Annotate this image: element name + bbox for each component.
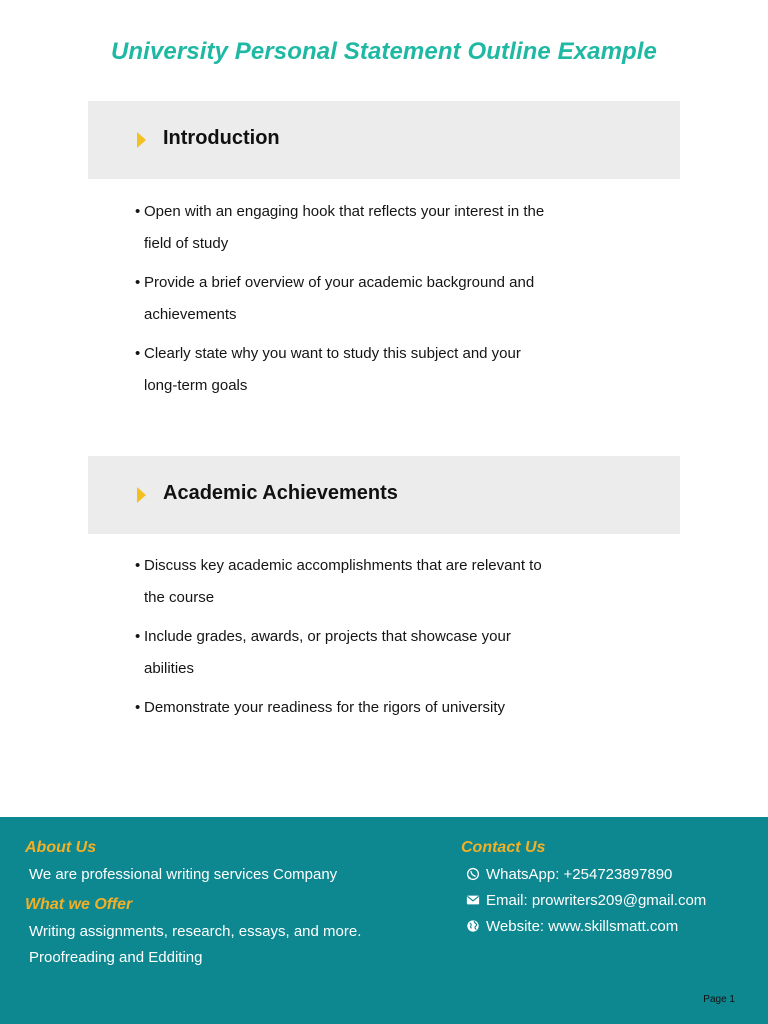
page-number: Page 1 <box>703 994 735 1005</box>
offer-text-line-2: Proofreading and Edditing <box>29 949 203 966</box>
section-header-academic-achievements <box>88 456 680 534</box>
footer <box>0 817 768 1024</box>
page-title: University Personal Statement Outline Example <box>110 38 657 65</box>
whatsapp-icon <box>466 867 480 881</box>
list-item <box>128 338 548 402</box>
email-contact[interactable] <box>466 892 706 909</box>
offer-text-line-1: Writing assignments, research, essays, and more. <box>29 923 362 940</box>
caret-right-icon <box>137 132 146 148</box>
list-item-text: Include grades, awards, or projects that showcase your abilities <box>144 628 511 677</box>
list-item <box>128 692 548 724</box>
list-item-text: Clearly state why you want to study this subject and your long-term goals <box>144 345 521 394</box>
about-us-text: We are professional writing services Company <box>29 866 338 883</box>
email-text: Email: prowriters209@gmail.com <box>486 892 707 909</box>
introduction-bullet-list <box>128 196 548 409</box>
website-text: Website: www.skillsmatt.com <box>486 918 679 935</box>
whatsapp-contact[interactable] <box>466 866 672 883</box>
section-heading: Introduction <box>163 127 280 149</box>
bullet-icon: • <box>135 274 141 291</box>
contact-us-heading: Contact Us <box>461 839 546 856</box>
envelope-icon <box>466 893 480 907</box>
caret-right-icon <box>137 487 146 503</box>
section-header-introduction <box>88 101 680 179</box>
globe-icon <box>466 919 480 933</box>
website-contact[interactable] <box>466 918 678 935</box>
what-we-offer-heading: What we Offer <box>25 896 133 913</box>
bullet-icon: • <box>135 345 141 362</box>
section-heading: Academic Achievements <box>163 482 398 504</box>
whatsapp-text: WhatsApp: +254723897890 <box>486 866 673 883</box>
list-item <box>128 550 548 614</box>
bullet-icon: • <box>135 203 141 220</box>
bullet-icon: • <box>135 699 141 716</box>
academic-achievements-bullet-list <box>128 550 548 731</box>
list-item-text: Open with an engaging hook that reflects your interest in the field of study <box>144 203 545 252</box>
list-item <box>128 196 548 260</box>
list-item <box>128 621 548 685</box>
list-item-text: Demonstrate your readiness for the rigors of university <box>144 699 505 716</box>
bullet-icon: • <box>135 628 141 645</box>
list-item <box>128 267 548 331</box>
list-item-text: Provide a brief overview of your academic background and achievements <box>144 274 535 323</box>
bullet-icon: • <box>135 557 141 574</box>
about-us-heading: About Us <box>25 839 97 856</box>
list-item-text: Discuss key academic accomplishments that are relevant to the course <box>144 557 542 606</box>
